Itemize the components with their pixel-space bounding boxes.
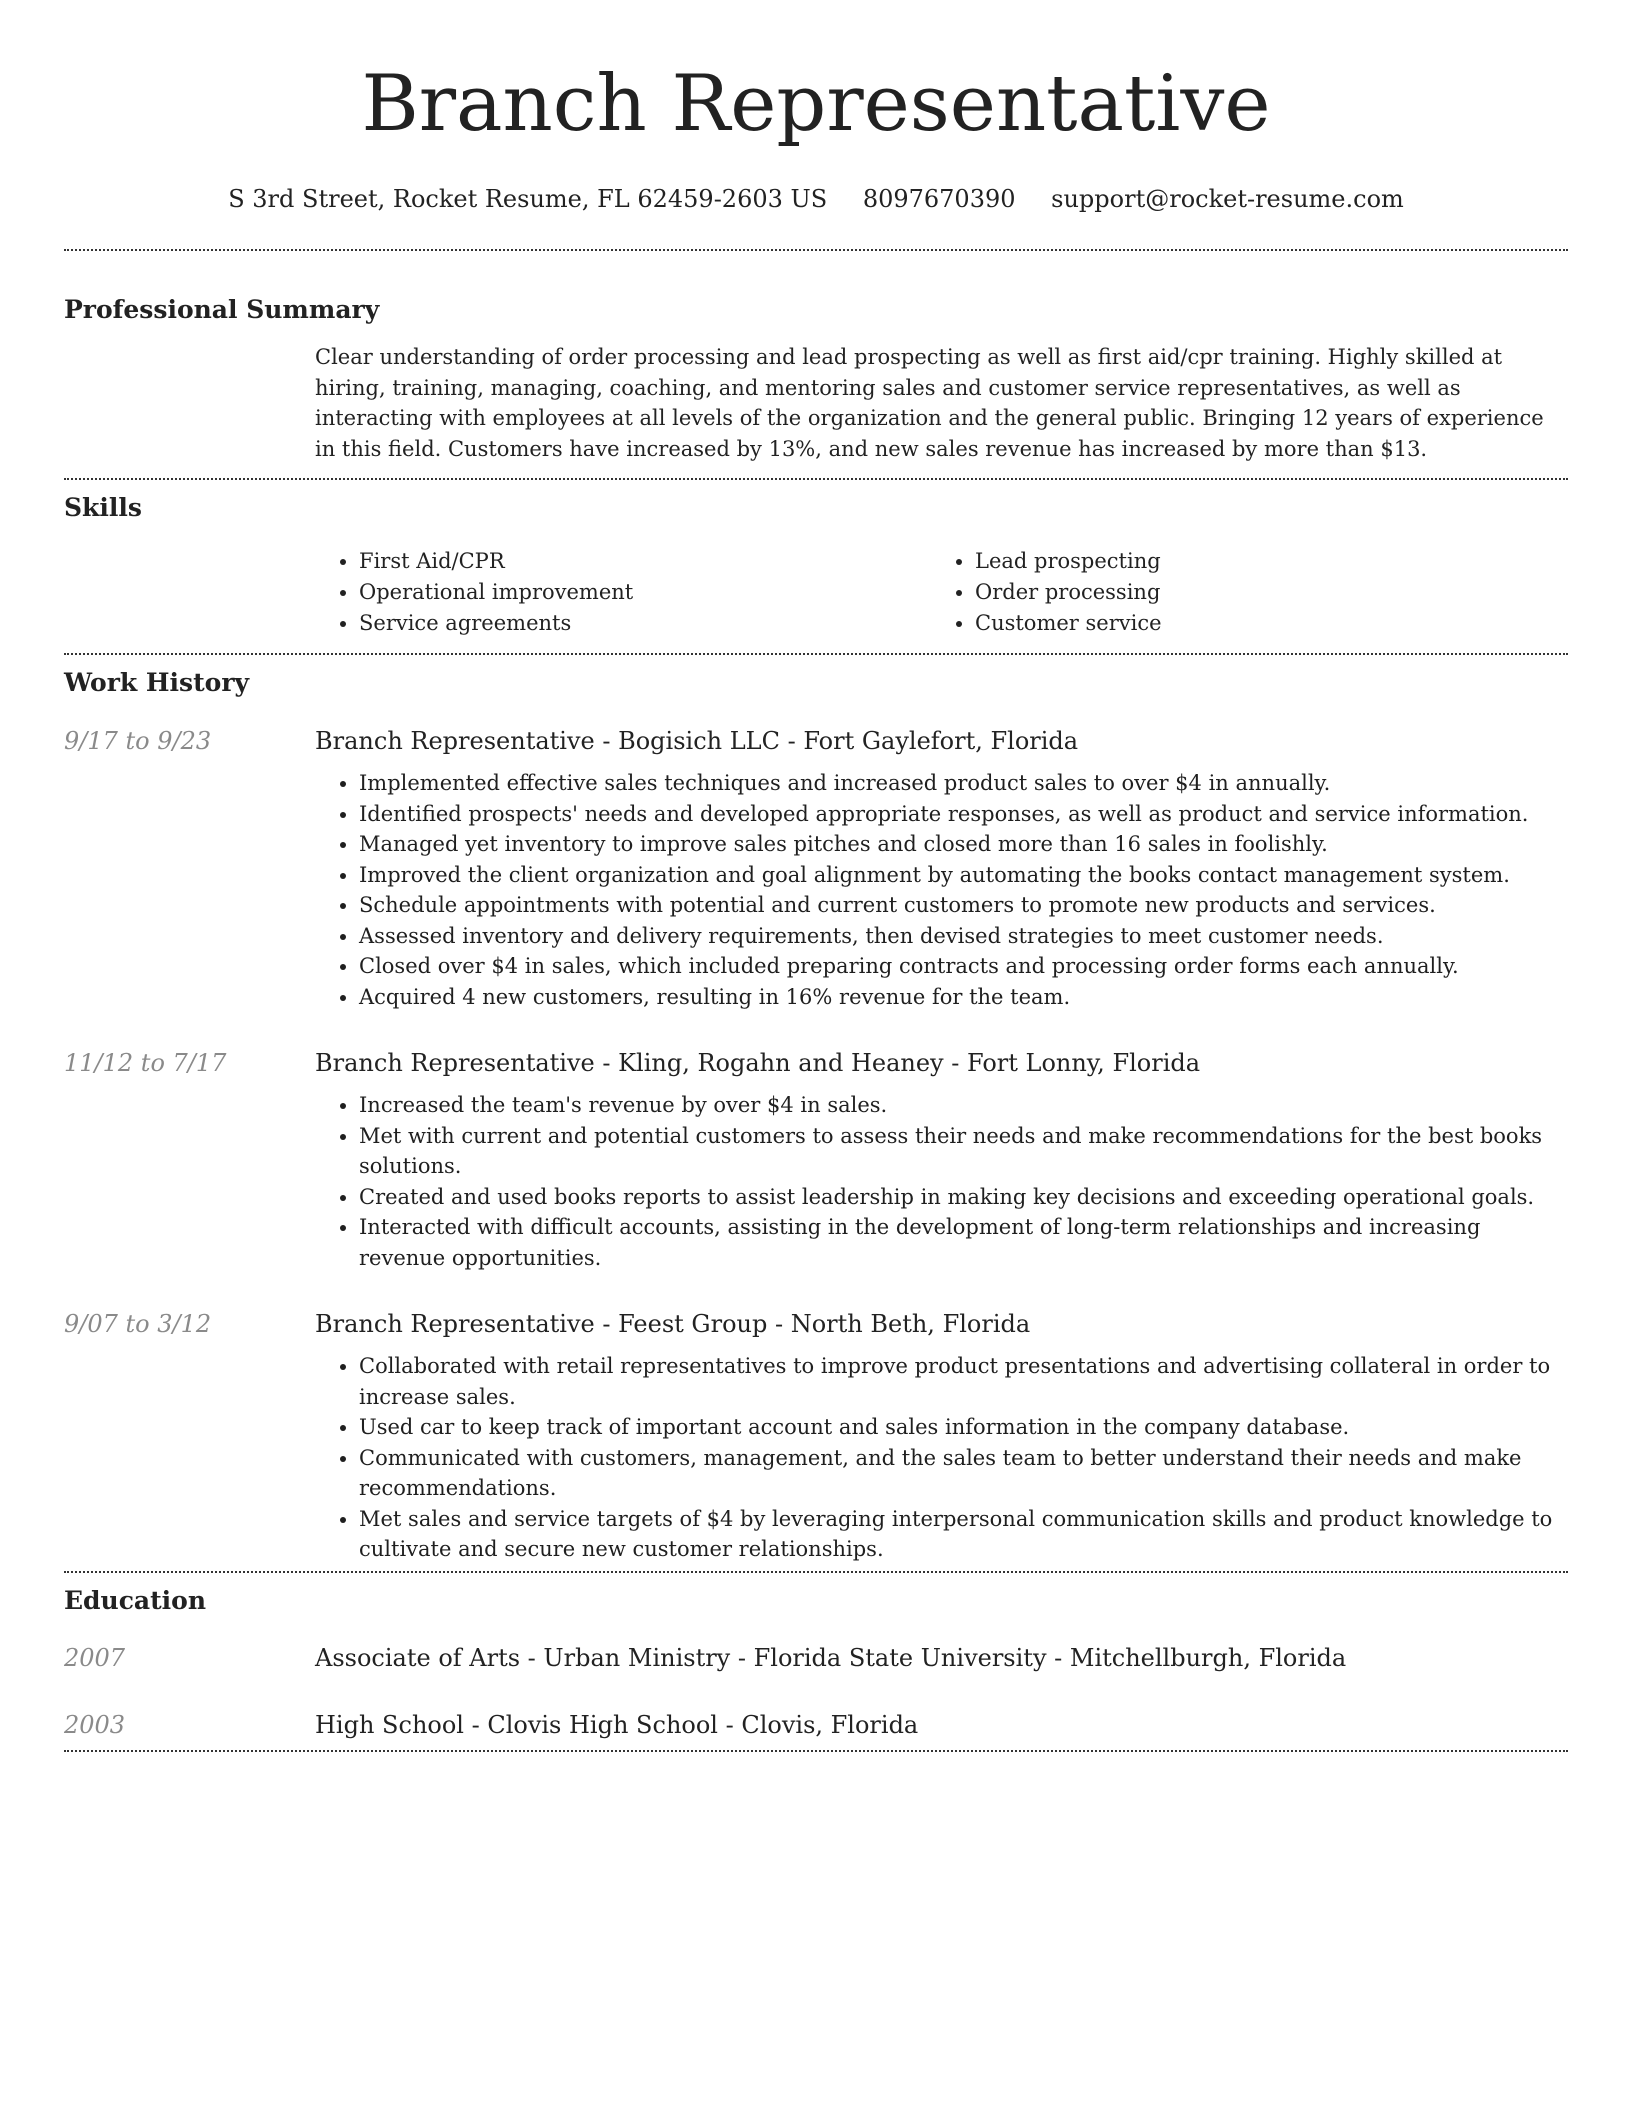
list-item: • Interacted with difficult accounts, assisting in the development of long-term relationships and increasing revenue opportunities. (359, 1212, 1568, 1273)
list-item: • Used car to keep track of important account and sales information in the company database. (359, 1412, 1568, 1443)
list-item: • Order processing (975, 577, 1547, 608)
list-item: • Identified prospects' needs and developed appropriate responses, as well as product and service information. (359, 799, 1568, 830)
education-entry (64, 1708, 1568, 1742)
candidate-name: Branch Representative (361, 59, 1271, 149)
work-section (64, 655, 1568, 1565)
list-item: • Customer service (975, 608, 1547, 639)
list-item: • Communicated with customers, management, and the sales team to better understand their needs and make recommendations. (359, 1443, 1568, 1504)
address: S 3rd Street, Rocket Resume, FL 62459-2603 US (228, 185, 828, 213)
list-item: • Created and used books reports to assist leadership in making key decisions and exceeding operational goals. (359, 1182, 1568, 1213)
job-list (64, 724, 1568, 1565)
list-item: • Met with current and potential customers to assess their needs and make recommendations for the best books solutions. (359, 1121, 1568, 1182)
list-item: • Acquired 4 new customers, resulting in 16% revenue for the team. (359, 982, 1568, 1013)
list-item: • Managed yet inventory to improve sales pitches and closed more than 16 sales in foolishly. (359, 829, 1568, 860)
job-title: Branch Representative - Bogisich LLC - Fort Gaylefort, Florida (315, 727, 1079, 755)
job-dates: 11/12 to 7/17 (64, 1049, 227, 1077)
job-entry (64, 1046, 1568, 1273)
job-dates: 9/07 to 3/12 (64, 1310, 212, 1338)
education-list (64, 1641, 1568, 1742)
skills-column-right (931, 546, 1547, 639)
job-dates: 9/17 to 9/23 (64, 727, 212, 755)
list-item: • Lead prospecting (975, 546, 1547, 577)
list-item: • Improved the client organization and goal alignment by automating the books contact management system. (359, 860, 1568, 891)
list-item: • Operational improvement (359, 577, 931, 608)
list-item: • Service agreements (359, 608, 931, 639)
email[interactable]: support@rocket-resume.com (1051, 185, 1404, 213)
job-title: Branch Representative - Kling, Rogahn and Heaney - Fort Lonny, Florida (315, 1049, 1201, 1077)
job-details (315, 1046, 1568, 1273)
section-title: Skills (64, 493, 142, 522)
section-title: Education (64, 1585, 207, 1615)
section-title: Professional Summary (64, 295, 380, 324)
skills-list (315, 546, 1568, 639)
job-details (315, 724, 1568, 1012)
list-item: • Schedule appointments with potential and current customers to promote new products and services. (359, 890, 1568, 921)
job-entry (64, 1307, 1568, 1565)
education-year: 2003 (64, 1710, 126, 1739)
education-title: High School - Clovis High School - Clovis, Florida (315, 1710, 919, 1739)
education-title: Associate of Arts - Urban Ministry - Florida State University - Mitchellburgh, Florida (315, 1643, 1347, 1672)
job-entry (64, 724, 1568, 1012)
education-entry (64, 1641, 1568, 1675)
contact-line (64, 182, 1568, 216)
summary-text: Clear understanding of order processing and lead prospecting as well as first aid/cpr training. Highly skilled at hiring, training, managing, coaching, and mentoring sales and customer service representatives, as well as interacting with employees at all levels of the organization and the general public. Bringing 12 years of experience in this field. Customers have increased by 13%, and new sales revenue has increased by more than $13. (315, 345, 1544, 461)
summary-section (64, 251, 1568, 464)
job-bullets (315, 768, 1568, 1012)
resume-page (64, 0, 1568, 1752)
education-year: 2007 (64, 1643, 126, 1672)
list-item: • First Aid/CPR (359, 546, 931, 577)
job-bullets (315, 1090, 1568, 1273)
education-section (64, 1573, 1568, 1742)
section-title: Work History (64, 668, 250, 697)
list-item: • Collaborated with retail representatives to improve product presentations and advertising collateral in order to increase sales. (359, 1351, 1568, 1412)
job-details (315, 1307, 1568, 1565)
list-item: • Met sales and service targets of $4 by leveraging interpersonal communication skills and product knowledge to cultivate and secure new customer relationships. (359, 1504, 1568, 1565)
skills-column-left (315, 546, 931, 639)
skills-section (64, 480, 1568, 639)
phone: 8097670390 (862, 185, 1016, 213)
list-item: • Assessed inventory and delivery requirements, then devised strategies to meet customer needs. (359, 921, 1568, 952)
list-item: • Implemented effective sales techniques and increased product sales to over $4 in annually. (359, 768, 1568, 799)
list-item: • Closed over $4 in sales, which included preparing contracts and processing order forms each annually. (359, 951, 1568, 982)
job-title: Branch Representative - Feest Group - North Beth, Florida (315, 1310, 1031, 1338)
job-bullets (315, 1351, 1568, 1565)
divider (64, 1750, 1568, 1752)
list-item: • Increased the team's revenue by over $4 in sales. (359, 1090, 1568, 1121)
